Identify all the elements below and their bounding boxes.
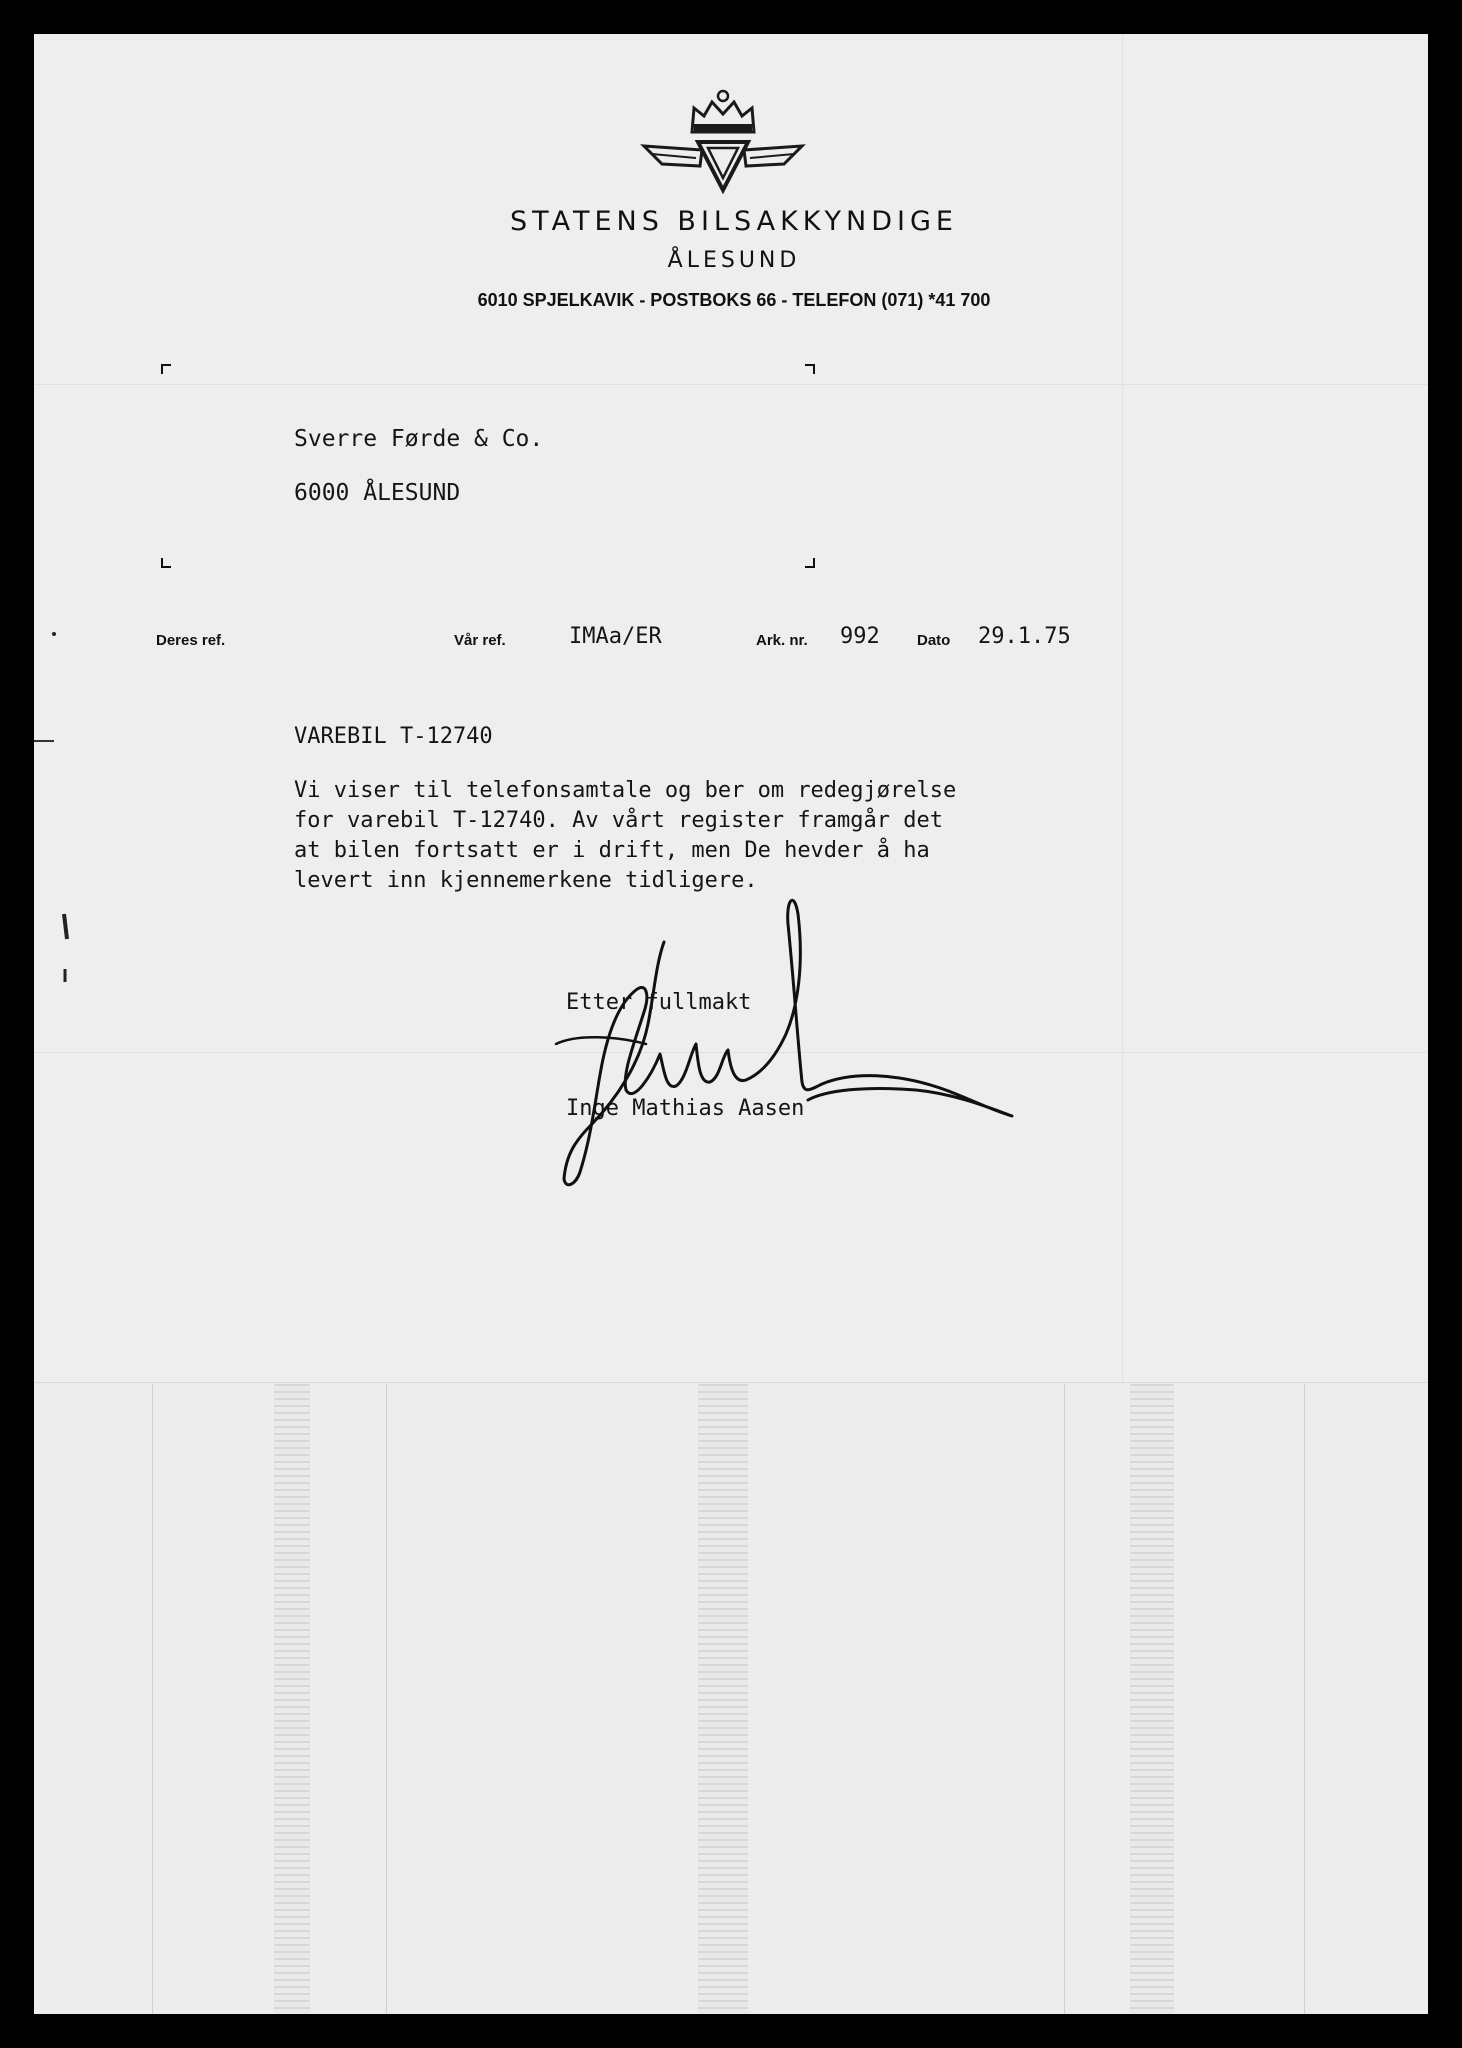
recipient-postal: 6000 ÅLESUND (294, 480, 461, 506)
ark-nr-value: 992 (840, 624, 880, 649)
organization-city: ÅLESUND (667, 248, 801, 273)
body-line: for varebil T-12740. Av vårt register framgår det (294, 808, 944, 833)
handwritten-signature-icon (536, 894, 1016, 1194)
deres-ref-label: Deres ref. (156, 632, 226, 649)
letter-body (294, 776, 956, 896)
body-line: levert inn kjennemerkene tidligere. (294, 868, 758, 893)
letter-subject: VAREBIL T-12740 (294, 724, 493, 749)
closing-text: Etter fullmakt (566, 990, 752, 1015)
scan-streak (274, 1384, 310, 2014)
ark-nr-label: Ark. nr. (756, 632, 808, 649)
scan-streak (1130, 1384, 1174, 2014)
body-line: Vi viser til telefonsamtale og ber om redegjørelse (294, 778, 957, 803)
var-ref-value: IMAa/ER (569, 624, 662, 649)
fold-line (34, 384, 1428, 385)
address-window-corner (805, 558, 815, 568)
body-line: at bilen fortsatt er i drift, men De hevder å ha (294, 838, 930, 863)
address-window-corner (161, 364, 171, 374)
var-ref-label: Vår ref. (454, 632, 506, 649)
crown-wings-emblem-icon (638, 86, 808, 196)
margin-marks (34, 34, 94, 1034)
signer-name: Inge Mathias Aasen (566, 1096, 805, 1121)
scan-line (386, 1384, 387, 2014)
scan-line (1064, 1384, 1065, 2014)
scan-line (1304, 1384, 1305, 2014)
address-window-corner (161, 558, 171, 568)
scan-streak (698, 1384, 748, 2014)
scan-line (152, 1384, 153, 2014)
organization-address: 6010 SPJELKAVIK - POSTBOKS 66 - TELEFON (071) *41 700 (477, 290, 991, 310)
letter-page (34, 34, 1428, 2014)
organization-name: STATENS BILSAKKYNDIGE (510, 206, 958, 237)
dato-label: Dato (917, 632, 951, 649)
fold-line (1122, 34, 1123, 1382)
dato-value: 29.1.75 (978, 624, 1071, 649)
address-window-corner (805, 364, 815, 374)
recipient-name: Sverre Førde & Co. (294, 426, 544, 452)
